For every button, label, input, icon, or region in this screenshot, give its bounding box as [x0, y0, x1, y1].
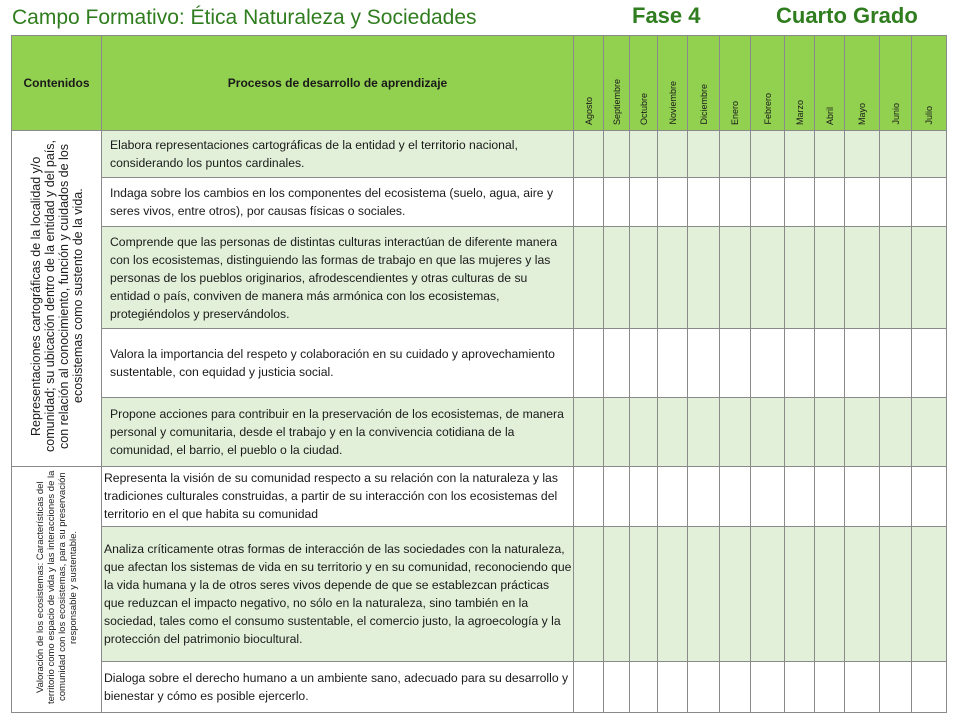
- month-cell[interactable]: [815, 227, 845, 329]
- month-cell[interactable]: [720, 227, 751, 329]
- month-cell[interactable]: [912, 131, 947, 178]
- month-cell[interactable]: [880, 227, 912, 329]
- month-cell[interactable]: [574, 227, 604, 329]
- proceso-cell: Elabora representaciones cartográficas de la entidad y el territorio nacional, considerando los puntos cardinales.: [102, 131, 574, 178]
- month-cell[interactable]: [880, 177, 912, 227]
- month-header: [845, 36, 880, 131]
- month-cell[interactable]: [720, 662, 751, 713]
- month-cell[interactable]: [688, 131, 720, 178]
- page-header: [0, 0, 960, 34]
- month-header: [912, 36, 947, 131]
- month-cell[interactable]: [630, 467, 658, 527]
- month-header: [574, 36, 604, 131]
- month-cell[interactable]: [658, 397, 688, 466]
- month-header: [785, 36, 815, 131]
- month-header: [658, 36, 688, 131]
- month-cell[interactable]: [658, 177, 688, 227]
- month-cell[interactable]: [688, 397, 720, 466]
- month-cell[interactable]: [880, 397, 912, 466]
- month-cell[interactable]: [751, 397, 785, 466]
- month-cell[interactable]: [688, 662, 720, 713]
- month-cell[interactable]: [845, 177, 880, 227]
- table-row: [12, 177, 947, 227]
- month-cell[interactable]: [630, 227, 658, 329]
- month-header: [751, 36, 785, 131]
- proceso-cell: Comprende que las personas de distintas culturas interactúan de diferente manera con los ecosistemas, distinguiendo las formas de trabajo en que las mujeres y las personas de los pueblos originarios, afrodescendientes y otras culturas de su entidad o país, conviven de manera más armónica con los ecosistemas, protegiéndolos y preservándolos.: [102, 227, 574, 329]
- month-cell[interactable]: [912, 177, 947, 227]
- month-cell[interactable]: [574, 177, 604, 227]
- month-cell[interactable]: [658, 227, 688, 329]
- month-cell[interactable]: [815, 662, 845, 713]
- proceso-cell: Dialoga sobre el derecho humano a un ambiente sano, adecuado para su desarrollo y bienestar y cómo es posible ejercerlo.: [102, 662, 574, 713]
- campo-formativo-title: Campo Formativo: Ética Naturaleza y Sociedades: [12, 6, 477, 29]
- month-cell[interactable]: [658, 467, 688, 527]
- month-cell[interactable]: [720, 131, 751, 178]
- month-label: Junio: [890, 103, 901, 125]
- month-cell[interactable]: [845, 526, 880, 662]
- grado-label: Cuarto Grado: [776, 3, 918, 28]
- month-header: [880, 36, 912, 131]
- month-cell[interactable]: [604, 227, 630, 329]
- month-label: Agosto: [583, 96, 594, 125]
- fase-label: Fase 4: [632, 3, 701, 28]
- month-cell[interactable]: [785, 467, 815, 527]
- month-label: Septiembre: [611, 78, 622, 125]
- table-row: [12, 662, 947, 713]
- month-cell[interactable]: [688, 227, 720, 329]
- month-cell[interactable]: [604, 397, 630, 466]
- month-cell[interactable]: [815, 131, 845, 178]
- month-header: [688, 36, 720, 131]
- month-cell[interactable]: [688, 177, 720, 227]
- month-cell[interactable]: [630, 328, 658, 397]
- month-label: Julio: [924, 106, 934, 125]
- table-row: [12, 131, 947, 178]
- month-header: [630, 36, 658, 131]
- month-cell[interactable]: [720, 397, 751, 466]
- month-cell[interactable]: [688, 526, 720, 662]
- month-cell[interactable]: [630, 177, 658, 227]
- month-cell[interactable]: [785, 131, 815, 178]
- month-cell[interactable]: [720, 177, 751, 227]
- month-cell[interactable]: [751, 526, 785, 662]
- month-cell[interactable]: [630, 526, 658, 662]
- month-cell[interactable]: [658, 662, 688, 713]
- month-cell[interactable]: [815, 526, 845, 662]
- table-row: [12, 227, 947, 329]
- month-cell[interactable]: [785, 662, 815, 713]
- month-cell[interactable]: [604, 328, 630, 397]
- month-cell[interactable]: [604, 131, 630, 178]
- month-label: Abril: [824, 106, 835, 125]
- month-cell[interactable]: [845, 131, 880, 178]
- month-header: [604, 36, 630, 131]
- month-cell[interactable]: [574, 467, 604, 527]
- month-cell[interactable]: [688, 467, 720, 527]
- proceso-cell: Propone acciones para contribuir en la preservación de los ecosistemas, de manera personal y comunitaria, desde el trabajo y en la convivencia cotidiana de la comunidad, el barrio, el pueblo o la ciudad.: [102, 397, 574, 466]
- month-cell[interactable]: [604, 467, 630, 527]
- month-label: Mayo: [857, 102, 867, 125]
- month-cell[interactable]: [845, 467, 880, 527]
- month-cell[interactable]: [845, 227, 880, 329]
- month-cell[interactable]: [658, 526, 688, 662]
- month-cell[interactable]: [574, 662, 604, 713]
- month-cell[interactable]: [815, 467, 845, 527]
- contenido-text: Valoración de los ecosistemas: Características del territorio como espacio de vida y las interacciones de la comunidad con los ecosistemas, para su preservación responsable y sustentable.: [34, 470, 79, 704]
- month-cell[interactable]: [574, 131, 604, 178]
- month-cell[interactable]: [845, 328, 880, 397]
- month-cell[interactable]: [845, 662, 880, 713]
- contenido-cell: [12, 467, 102, 713]
- month-cell[interactable]: [912, 227, 947, 329]
- month-cell[interactable]: [912, 328, 947, 397]
- contenido-text: Representaciones cartográficas de la localidad y/o comunidad; su ubicación dentro de la entidad y del país, con relación al conocimiento, función y cuidados de los ecosistemas como sustento de la vida.: [28, 140, 85, 453]
- planning-table: [11, 35, 947, 713]
- month-label: Noviembre: [667, 81, 678, 125]
- table-row: [12, 328, 947, 397]
- month-cell[interactable]: [845, 397, 880, 466]
- month-cell[interactable]: [658, 131, 688, 178]
- month-label: Marzo: [794, 99, 805, 125]
- month-label: Febrero: [762, 93, 773, 125]
- month-cell[interactable]: [688, 328, 720, 397]
- proceso-cell: Analiza críticamente otras formas de interacción de las sociedades con la naturaleza, que afectan los sistemas de vida en su territorio y en su comunidad, reconociendo que la vida humana y la de otros seres vivos depende de que se establezcan prácticas que reduzcan el impacto negativo, no sólo en la naturaleza, sino también en la sociedad, tales como el consumo sustentable, el comercio justo, la agroecología y la protección del patrimonio biocultural.: [102, 526, 574, 662]
- month-cell[interactable]: [880, 662, 912, 713]
- month-cell[interactable]: [658, 328, 688, 397]
- header-procesos: Procesos de desarrollo de aprendizaje: [102, 36, 574, 131]
- month-header: [720, 36, 751, 131]
- month-cell[interactable]: [574, 328, 604, 397]
- month-cell[interactable]: [815, 177, 845, 227]
- month-cell[interactable]: [720, 328, 751, 397]
- month-cell[interactable]: [751, 328, 785, 397]
- month-cell[interactable]: [880, 131, 912, 178]
- month-cell[interactable]: [604, 526, 630, 662]
- month-cell[interactable]: [630, 662, 658, 713]
- month-cell[interactable]: [630, 131, 658, 178]
- month-cell[interactable]: [815, 328, 845, 397]
- table-row: [12, 526, 947, 662]
- header-contenidos: Contenidos: [12, 36, 102, 131]
- month-cell[interactable]: [751, 662, 785, 713]
- month-cell[interactable]: [751, 131, 785, 178]
- month-cell[interactable]: [751, 227, 785, 329]
- month-cell[interactable]: [912, 467, 947, 527]
- month-cell[interactable]: [720, 526, 751, 662]
- month-cell[interactable]: [912, 397, 947, 466]
- month-cell[interactable]: [630, 397, 658, 466]
- month-cell[interactable]: [574, 526, 604, 662]
- month-cell[interactable]: [815, 397, 845, 466]
- month-cell[interactable]: [785, 177, 815, 227]
- contenido-cell: [12, 131, 102, 467]
- month-label: Octubre: [638, 92, 649, 125]
- month-cell[interactable]: [880, 526, 912, 662]
- month-cell[interactable]: [880, 467, 912, 527]
- month-cell[interactable]: [604, 662, 630, 713]
- month-cell[interactable]: [720, 467, 751, 527]
- proceso-cell: Indaga sobre los cambios en los componentes del ecosistema (suelo, agua, aire y seres vivos, entre otros), por causas físicas o sociales.: [102, 177, 574, 227]
- proceso-cell: Representa la visión de su comunidad respecto a su relación con la naturaleza y las tradiciones culturales construidas, a partir de su interacción con los ecosistemas del territorio en el que habita su comunidad: [102, 467, 574, 527]
- month-cell[interactable]: [751, 467, 785, 527]
- month-header: [815, 36, 845, 131]
- month-cell[interactable]: [604, 177, 630, 227]
- month-cell[interactable]: [785, 328, 815, 397]
- month-label: Diciembre: [698, 84, 709, 125]
- proceso-cell: Valora la importancia del respeto y colaboración en su cuidado y aprovechamiento sustentable, con equidad y justicia social.: [102, 328, 574, 397]
- month-cell[interactable]: [912, 526, 947, 662]
- table-row: [12, 397, 947, 466]
- month-cell[interactable]: [751, 177, 785, 227]
- table-row: [12, 467, 947, 527]
- month-cell[interactable]: [785, 227, 815, 329]
- month-cell[interactable]: [785, 397, 815, 466]
- table-header-row: [12, 36, 947, 131]
- month-label: Enero: [730, 100, 740, 125]
- month-cell[interactable]: [880, 328, 912, 397]
- month-cell[interactable]: [912, 662, 947, 713]
- month-cell[interactable]: [574, 397, 604, 466]
- month-cell[interactable]: [785, 526, 815, 662]
